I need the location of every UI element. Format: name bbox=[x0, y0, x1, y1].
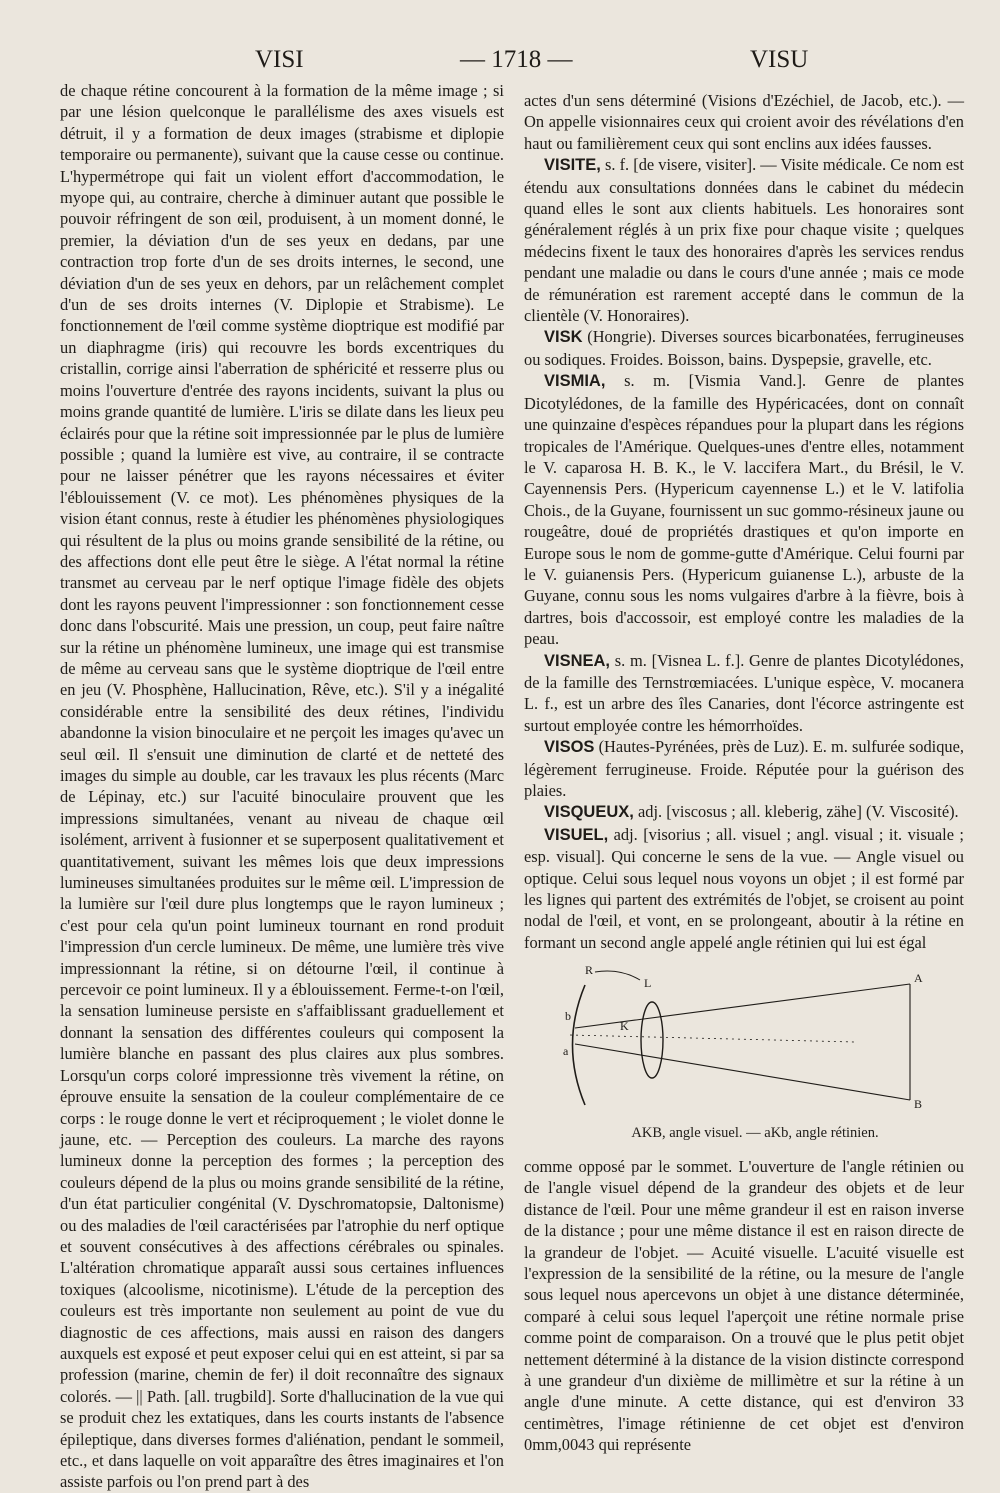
entry-text: adj. [viscosus ; all. kleberig, zähe] (V. Viscosité). bbox=[637, 802, 959, 822]
entry-visk bbox=[524, 326, 964, 370]
right-column-bottom-text: comme opposé par le sommet. L'ouverture de l'angle rétinien ou de l'angle visuel dépend de la grandeur des objets et de leur distance de l'œil. Pour une même grandeur il est en raison inverse de la distance ; pour une même distance il est en raison directe de la grandeur de l'objet. — Acuité visuelle. L'acuité visuelle est l'expression de la sensibilité de la rétine, ou la mesure de l'angle sous lequel nous apercevons un objet à une distance déterminée, comparé à celui sous lequel l'aperçoit une rétine normale prise comme point de comparaison. On a trouvé que le plus petit objet nettement déterminé à la distance de la vision distincte correspond à une grandeur d'un dixième de millimètre et sur la rétine à un angle d'une minute. A cette distance, qui est d'environ 33 centimètres, l'image rétinienne de cet objet est d'environ 0mm,0043 qui représente bbox=[524, 1157, 964, 1455]
entry-visos bbox=[524, 736, 964, 801]
entry-text: (Hautes-Pyrénées, près de Luz). E. m. sulfurée sodique, légèrement ferrugineuse. Froide. Réputée pour la guérison des plaies. bbox=[524, 737, 964, 800]
label-a: a bbox=[563, 1044, 569, 1058]
figure-caption: AKB, angle visuel. — aKb, angle rétinien. bbox=[631, 1125, 879, 1141]
label-A: A bbox=[914, 971, 923, 985]
entry-text: s. m. [Vismia Vand.]. Genre de plantes Dicotylédones, de la famille des Hypéricacées, dont on connaît une quinzaine d'espèces répandues pour la plupart dans les régions tropicales de l'Amérique. Quelques-unes d'entre elles, notamment le V. caparosa H. B. K., le V. laccifera Mart., du Brésil, le V. Cayennensis Pers. (Hypericum cayennense L.) et le V. latifolia Chois., de la Guyane, fournissent un suc gommo-résineux jaune ou rougeâtre, doué de propriétés drastiques et qu'on importe en Europe sous le nom de gomme-gutte d'Amérique. Celui fourni par le V. guianensis Pers. (Hypericum guianense L.), arbuste de la Guyane, connu sous les noms vulgaires d'arbre à la fièvre, bois à dartres, bois d'accossoir, est employé contre les maladies de la peau. bbox=[524, 371, 964, 649]
ray-B-to-a bbox=[575, 1044, 910, 1100]
entry-text: s. m. [Visnea L. f.]. Genre de plantes Dicotylédones, de la famille des Ternstrœmiacées. L'unique espèce, V. mocanera L. f., est un arbre des îles Canaries, dont l'écorce astringente est surtout employée contre les hémorrhoïdes. bbox=[524, 650, 964, 735]
label-b: b bbox=[565, 1009, 571, 1023]
entry-text: s. f. [de visere, visiter]. — Visite médicale. Ce nom est étendu aux consultations données dans le cabinet du médecin quand elles le sont aux clients habituels. Les honoraires sont généralement réglés à un prix fixe pour chaque visite ; quelques médecins fixent le taux des honoraires d'après les services rendus pendant une maladie ou dans le cours d'une année ; mais ce mode de rémunération est rarement accepté dans le commun de la clientèle (V. Honoraires). bbox=[524, 155, 964, 326]
label-B: B bbox=[914, 1097, 923, 1111]
right-column-bottom bbox=[524, 1156, 964, 1456]
headword: VISITE, bbox=[544, 156, 601, 175]
headword: VISK bbox=[544, 328, 583, 347]
entry-visuel bbox=[524, 824, 964, 953]
optical-axis bbox=[570, 1035, 855, 1042]
entry-text: (Hongrie). Diverses sources bicarbonatées, ferrugineuses ou sodiques. Froides. Boisson, bains. Dyspepsie, gravelle, etc. bbox=[524, 327, 964, 369]
continuation-paragraph: actes d'un sens déterminé (Visions d'Ezéchiel, de Jacob, etc.). — On appelle visionnaires ceux qui croient avoir des révélations d'en haut ou familièrement ceux qui sont enclins aux idées fausses. bbox=[524, 91, 964, 153]
headword: VISUEL, bbox=[544, 825, 609, 844]
header-left-guide-word: VISI bbox=[255, 46, 304, 73]
crystalline-lens bbox=[641, 1002, 663, 1078]
label-R: R bbox=[585, 963, 594, 977]
visual-angle-diagram bbox=[555, 960, 955, 1120]
label-L: L bbox=[644, 976, 652, 990]
headword: VISNEA, bbox=[544, 651, 611, 670]
headword: VISMIA, bbox=[544, 372, 606, 391]
retina-pointer bbox=[595, 971, 640, 980]
entry-visite bbox=[524, 154, 964, 326]
page-number: — 1718 — bbox=[460, 46, 573, 73]
left-column bbox=[60, 80, 504, 1492]
entry-visqueux bbox=[524, 801, 964, 823]
entry-text: adj. [visorius ; all. visuel ; angl. visual ; it. visuale ; esp. visual]. Qui concerne le sens de la vue. — Angle visuel ou optique. Celui sous lequel nous voyons un objet ; il est formé par les lignes qui partent des extrémités de l'objet, se croisent au point nodal de l'œil, et vont, en se prolongeant, aboutir à la rétine en formant un second angle appelé angle rétinien qui lui est égal bbox=[524, 824, 964, 952]
visual-angle-figure bbox=[555, 960, 955, 1150]
header-right-guide-word: VISU bbox=[750, 46, 809, 73]
entry-visnea bbox=[524, 650, 964, 737]
headword: VISQUEUX, bbox=[544, 803, 634, 822]
left-column-text: de chaque rétine concourent à la formation de la même image ; si par une lésion quelconque le parallélisme des axes visuels est détruit, il y a formation de deux images (strabisme et diplopie temporaire ou permanente), suivant que la cause cesse ou continue. L'hypermétrope qui fait un violent effort d'accommodation, le myope qui, au contraire, cherche à diminuer autant que possible le pouvoir réfringent de son œil, produisent, à un moment donné, le premier, la déviation d'un de ses yeux en dedans, par une contraction trop forte d'un de ses droits internes, le second, une déviation d'un de ses yeux en dehors, par un relâchement complet d'un de ses droits internes (V. Diplopie et Strabisme). Le fonctionnement de l'œil comme système dioptrique est modifié par un diaphragme (iris) qui recouvre les bords excentriques du cristallin, corrige ainsi l'aberration de sphéricité et resserre plus ou moins l'ouverture d'entrée des rayons incidents, suivant la plus ou moins grande quantité de lumière. L'iris se dilate dans les lieux peu éclairés pour que la rétine soit impressionnée par le plus de lumière possible ; quand la lumière est vive, au contraire, il se contracte pour ne laisser pénétrer que les rayons nécessaires et éviter l'éblouissement (V. ce mot). Les phénomènes physiques de la vision étant connus, reste à étudier les phénomènes physiologiques qui résultent de la plus ou moins grande sensibilité de la rétine, ou des affections dont elle peut être le siège. A l'état normal la rétine transmet au cerveau par le nerf optique l'image fidèle des objets dont les rayons peuvent l'impressionner : son fonctionnement cesse donc dans l'obscurité. Mais une pression, un coup, peut faire naître sur la rétine un phénomène lumineux, une image qui est transmise de même au cerveau sans que le système dioptrique de l'œil entre en jeu (V. Phosphène, Hallucination, Rêve, etc.). S'il y a inégalité considérable entre la sensibilité des deux rétines, l'individu abandonne la vision binoculaire et ne perçoit les images qu'avec un seul œil. Il s'ensuit une diminution de clarté et de netteté des images du simple au double, car les travaux les plus récents (Marc de Lépinay, etc.) sur l'acuité binoculaire prouvent que les impressions simultanées, venant au niveau de chaque œil isolément, arrivent à fusionner et se superposent qualitativement et quantitativement, suivant les mêmes lois que deux impressions lumineuses simultanées produites sur le même œil. L'impression de la lumière sur l'œil dure plus longtemps que le rayon lumineux ; c'est pour cela qu'un point lumineux tournant en rond produit l'impression d'un cercle lumineux. De même, une lumière très vive impressionnant la rétine, si on détourne l'œil, il continue à percevoir ce point lumineux. Il y a éblouissement. Ferme-t-on l'œil, la sensation lumineuse persiste en s'affaiblissant graduellement et donnant la sensation des différentes couleurs qui composent la lumière blanche en passant des plus claires aux plus sombres. Lorsqu'un corps coloré impressionne très vivement la rétine, on éprouve ensuite la sensation de la couleur complémentaire de ce corps : le rouge donne le vert et réciproquement ; le violet donne le jaune, etc. — Perception des couleurs. La marche des rayons lumineux donne la perception des formes ; la perception des couleurs dépend de la plus ou moins grande sensibilité de la rétine, d'un état particulier congénital (V. Dyschromatopsie, Daltonisme) ou des maladies de l'œil caractérisées par l'atrophie du nerf optique et souvent consécutives à des affections cérébrales ou spinales. L'altération chromatique apparaît aussi sous certaines influences toxiques (alcoolisme, nicotinisme). L'étude de la perception des couleurs est très importante non seulement au point de vue du diagnostic de ces affections, mais aussi en raison des dangers auxquels est exposé et peut exposer celui qui en est atteint, si par sa profession (marine, chemin de fer) il doit reconnaître des signaux colorés. — || Path. [all. trugbild]. Sorte d'hallucination de la vue qui se produit chez les extatiques, dans les courts instants de l'absence épileptique, dans diverses formes d'aliénation, pendant le sommeil, etc., et dans laquelle on voit apparaître des êtres imaginaires et l'on assiste parfois ou l'on prend part à des bbox=[60, 81, 504, 1492]
right-column-top bbox=[524, 90, 964, 950]
entry-vismia bbox=[524, 370, 964, 649]
headword: VISOS bbox=[544, 738, 595, 757]
label-K: K bbox=[620, 1019, 629, 1033]
